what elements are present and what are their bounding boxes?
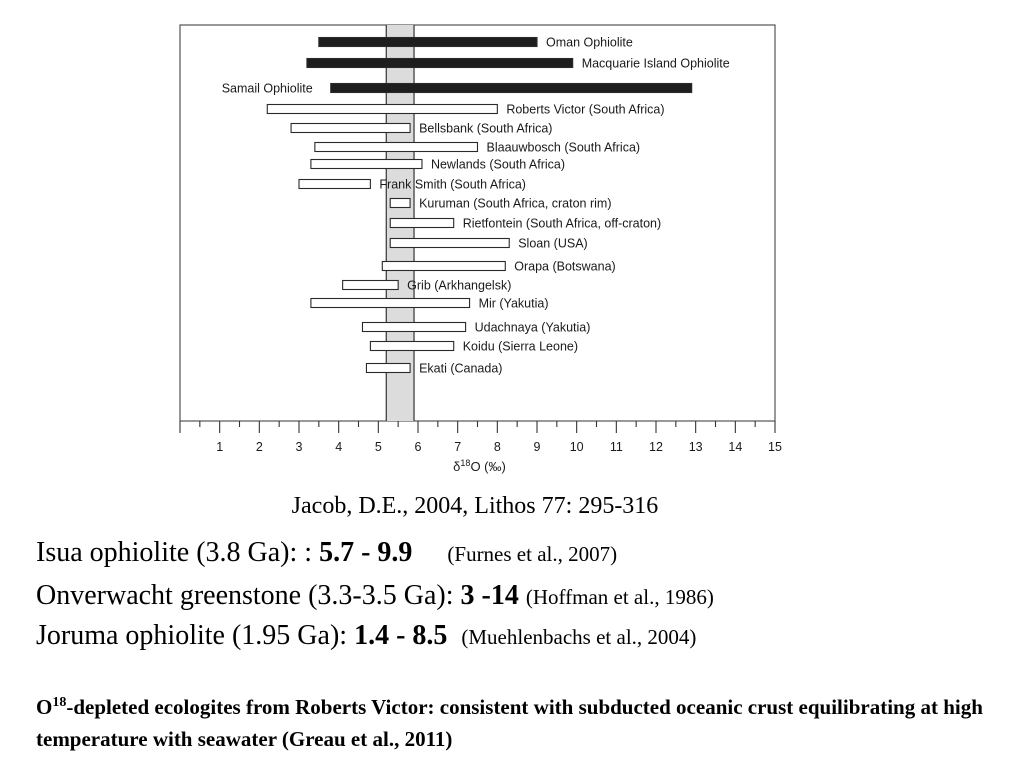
joruma-name: Joruma ophiolite (1.95 Ga): xyxy=(36,620,355,651)
bar-frank-smith-south-africa xyxy=(299,180,370,189)
x-tick-label: 8 xyxy=(493,440,501,454)
bar-label: Sloan (USA) xyxy=(518,236,588,251)
bar-sloan-usa xyxy=(390,239,509,248)
isua-line xyxy=(36,537,617,569)
onverwacht-name: Onverwacht greenstone (3.3-3.5 Ga): xyxy=(36,580,461,611)
x-tick-label: 3 xyxy=(295,440,303,454)
bar-kuruman-south-africa-craton-rim xyxy=(390,199,410,208)
conclusion-note: $O^{18}$-depleted ecologites from Roberts Victor: consistent with subducted oceanic crust equilibrating at high temperature with seawater (Greau et al., 2011) xyxy=(36,695,983,751)
bar-label: Newlands (South Africa) xyxy=(430,157,566,172)
x-axis xyxy=(180,421,782,474)
bar-rietfontein-south-africa-off-craton xyxy=(390,219,453,228)
x-tick-label: 5 xyxy=(374,440,382,454)
x-tick-label: 6 xyxy=(414,440,422,454)
bar-label: Frank Smith (South Africa) xyxy=(379,177,526,192)
isua-name: Isua ophiolite (3.8 Ga): : xyxy=(36,537,320,568)
x-tick-label: 2 xyxy=(255,440,263,454)
isua-ref: (Furnes et al., 2007) xyxy=(447,542,618,566)
joruma-range: 1.4 - 8.5 xyxy=(354,620,448,651)
x-tick-label: 1 xyxy=(216,440,224,454)
x-axis-label: $\delta^{18}O$ (‰) xyxy=(453,458,506,474)
bar-label: Roberts Victor (South Africa) xyxy=(506,102,665,117)
bar-macquarie-island-ophiolite xyxy=(307,59,573,68)
bar-label: Macquarie Island Ophiolite xyxy=(581,56,730,71)
bar-label: Oman Ophiolite xyxy=(546,35,633,50)
bar-ekati-canada xyxy=(366,364,410,373)
bar-blaauwbosch-south-africa xyxy=(315,143,478,152)
onverwacht-ref: (Hoffman et al., 1986) xyxy=(525,585,714,609)
source-citation: Jacob, D.E., 2004, Lithos 77: 295-316 xyxy=(291,493,659,519)
note-text: -depleted ecologites from Roberts Victor: consistent with subducted oceanic crust equilibrating at high temperature with seawater (Greau et al., 2011) xyxy=(36,695,983,751)
bar-label: Ekati (Canada) xyxy=(419,361,503,376)
bar-label: Orapa (Botswana) xyxy=(514,259,616,274)
bar-label: Mir (Yakutia) xyxy=(478,296,549,311)
x-tick-label: 10 xyxy=(569,440,584,454)
bar-koidu-sierra-leone xyxy=(370,342,453,351)
bar-newlands-south-africa xyxy=(311,160,422,169)
bar-label: Bellsbank (South Africa) xyxy=(419,121,553,136)
x-tick-label: 7 xyxy=(454,440,462,454)
isua-range: 5.7 - 9.9 xyxy=(319,537,413,568)
bar-label: Koidu (Sierra Leone) xyxy=(462,339,579,354)
x-tick-label: 14 xyxy=(728,440,743,454)
joruma-ref: (Muehlenbachs et al., 2004) xyxy=(461,625,697,649)
bar-grib-arkhangelsk xyxy=(343,281,399,290)
x-tick-label: 9 xyxy=(533,440,541,454)
x-tick-label: 11 xyxy=(609,440,623,454)
bar-label: Rietfontein (South Africa, off-craton) xyxy=(462,216,662,231)
bar-label: Udachnaya (Yakutia) xyxy=(474,320,591,335)
bar-udachnaya-yakutia xyxy=(362,323,465,332)
bar-mir-yakutia xyxy=(311,299,470,308)
bar-label: Kuruman (South Africa, craton rim) xyxy=(419,196,612,211)
x-tick-label: 13 xyxy=(688,440,703,454)
x-tick-label: 4 xyxy=(335,440,343,454)
bar-oman-ophiolite xyxy=(319,38,537,47)
bar-bellsbank-south-africa xyxy=(291,124,410,133)
bar-label: Samail Ophiolite xyxy=(221,81,313,96)
bar-orapa-botswana xyxy=(382,262,505,271)
bar-label: Grib (Arkhangelsk) xyxy=(407,278,512,293)
x-tick-label: 15 xyxy=(768,440,782,454)
onverwacht-range: 3 -14 xyxy=(460,580,519,611)
bar-samail-ophiolite xyxy=(331,84,692,93)
onverwacht-line xyxy=(36,580,714,612)
joruma-line xyxy=(36,620,696,652)
x-tick-label: 12 xyxy=(649,440,663,454)
bar-roberts-victor-south-africa xyxy=(267,105,497,114)
note-superscript: 18 xyxy=(52,695,67,710)
bar-label: Blaauwbosch (South Africa) xyxy=(486,140,641,155)
